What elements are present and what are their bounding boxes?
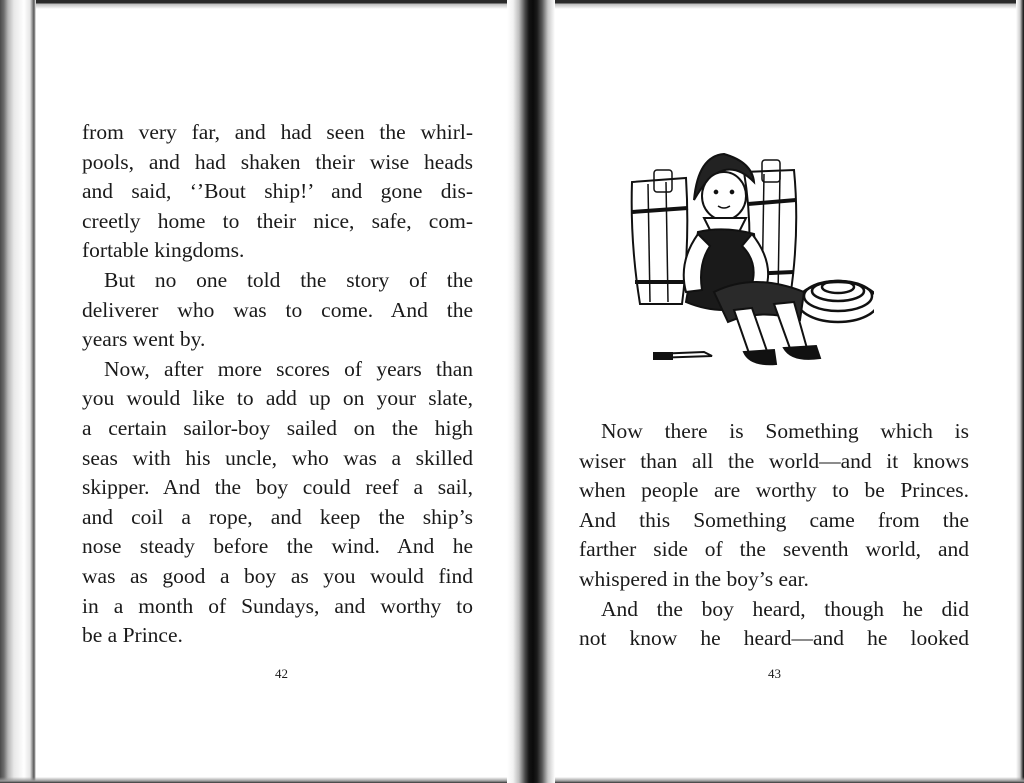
page-number: 43 xyxy=(768,666,781,681)
text-line: and coil a rope, and keep the ship’s xyxy=(82,504,473,529)
text-line: you would like to add up on your slate, xyxy=(82,386,473,411)
text-line: pools, and had shaken their wise heads xyxy=(82,149,473,174)
text-line: be a Prince. xyxy=(82,623,183,648)
scan-left-edge xyxy=(0,0,36,783)
text-line: not know he heard—and he looked xyxy=(579,626,969,651)
text-line: a certain sailor-boy sailed on the high xyxy=(82,415,473,440)
paragraph xyxy=(82,266,473,355)
text-line: whispered in the boy’s ear. xyxy=(579,566,809,591)
text-line: was as good a boy as you would find xyxy=(82,563,473,588)
paragraph xyxy=(82,355,473,651)
paragraph xyxy=(579,417,969,595)
right-page-text xyxy=(579,417,969,654)
text-line: farther side of the seventh world, and xyxy=(579,537,969,562)
left-page-text xyxy=(82,118,473,651)
text-line: in a month of Sundays, and worthy to xyxy=(82,593,473,618)
book-gutter xyxy=(507,0,555,783)
text-line: But no one told the story of the xyxy=(104,267,473,292)
text-line: And the boy heard, though he did xyxy=(601,596,969,621)
text-line: wiser than all the world—and it knows xyxy=(579,448,969,473)
text-line: Now there is Something which is xyxy=(601,419,969,443)
paragraph xyxy=(82,118,473,266)
sailor-boy-illustration xyxy=(624,142,874,372)
text-line: nose steady before the wind. And he xyxy=(82,534,473,559)
paragraph xyxy=(579,595,969,654)
text-line: Now, after more scores of years than xyxy=(104,356,473,381)
text-line: years went by. xyxy=(82,327,206,352)
text-line: creetly home to their nice, safe, com- xyxy=(82,208,473,233)
text-line: seas with his uncle, who was a skilled xyxy=(82,445,473,470)
text-line: And this Something came from the xyxy=(579,507,969,532)
text-line: deliverer who was to come. And the xyxy=(82,297,473,322)
text-line: and said, ‘’Bout ship!’ and gone dis- xyxy=(82,179,473,204)
text-line: fortable kingdoms. xyxy=(82,238,245,263)
text-line: when people are worthy to be Princes. xyxy=(579,478,969,503)
page-number: 42 xyxy=(275,666,288,681)
scan-right-edge xyxy=(1016,0,1024,783)
text-line: skipper. And the boy could reef a sail, xyxy=(82,475,473,500)
text-line: from very far, and had seen the whirl- xyxy=(82,120,473,144)
